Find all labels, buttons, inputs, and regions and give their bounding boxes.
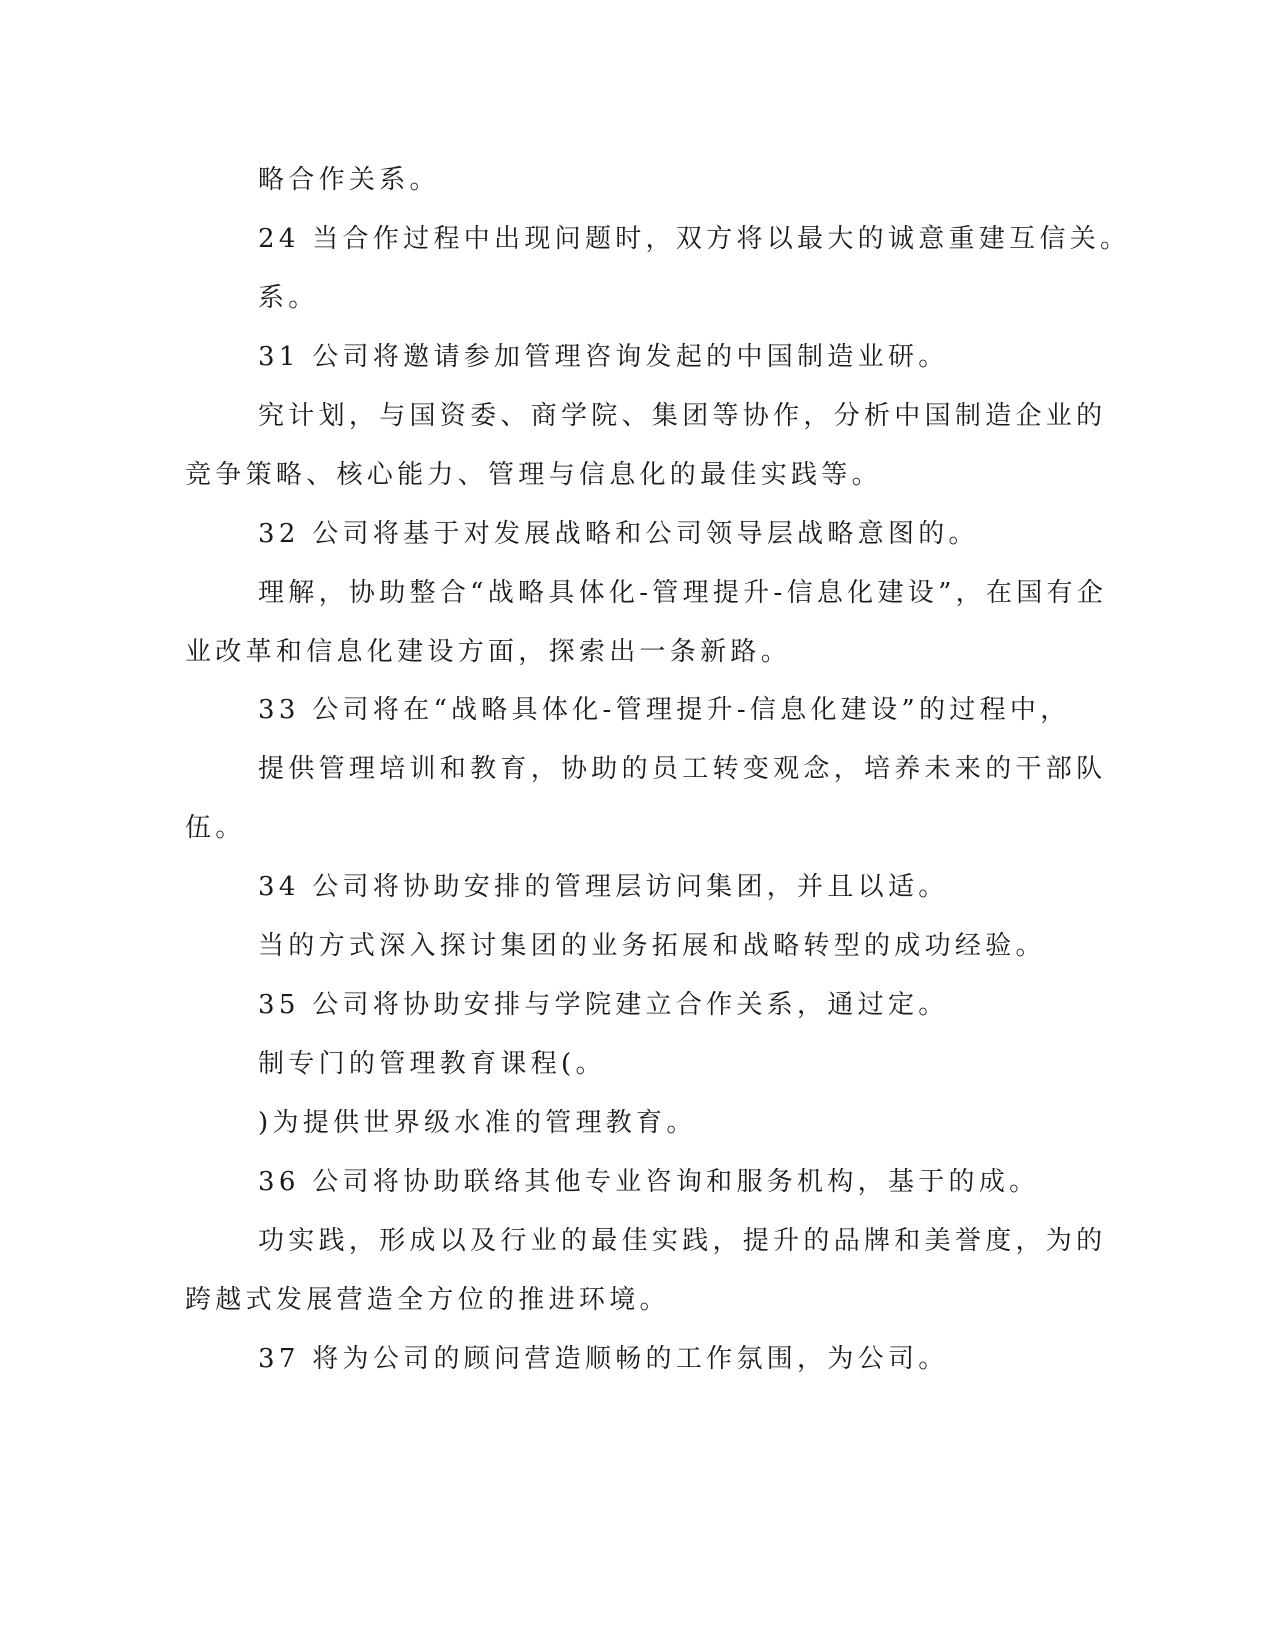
text-line: 跨越式发展营造全方位的推进环境。 — [185, 1285, 670, 1315]
text-line: )为提供世界级水准的管理教育。 — [258, 1108, 697, 1138]
text-line: 略合作关系。 — [258, 165, 440, 195]
text-line: 业改革和信息化建设方面，探索出一条新路。 — [185, 637, 792, 667]
text-line: 理解，协助整合“战略具体化-管理提升-信息化建设”，在国有企 — [258, 578, 1108, 608]
text-line: 系。 — [258, 283, 319, 313]
text-line: 31 公司将邀请参加管理咨询发起的中国制造业研。 — [258, 342, 949, 372]
text-line: 37 将为公司的顾问营造顺畅的工作氛围，为公司。 — [258, 1344, 949, 1374]
text-line: 32 公司将基于对发展战略和公司领导层战略意图的。 — [258, 519, 979, 549]
text-line: 究计划，与国资委、商学院、集团等协作，分析中国制造企业的 — [258, 401, 1107, 431]
text-line: 36 公司将协助联络其他专业咨询和服务机构，基于的成。 — [258, 1167, 1040, 1197]
text-line: 24 当合作过程中出现问题时，双方将以最大的诚意重建互信关。 — [258, 224, 1131, 254]
text-line: 提供管理培训和教育，协助的员工转变观念，培养未来的干部队 — [258, 754, 1107, 784]
text-line: 制专门的管理教育课程(。 — [258, 1049, 606, 1079]
text-line: 34 公司将协助安排的管理层访问集团，并且以适。 — [258, 872, 949, 902]
text-line: 竞争策略、核心能力、管理与信息化的最佳实践等。 — [185, 460, 882, 490]
text-line: 33 公司将在“战略具体化-管理提升-信息化建设”的过程中， — [258, 695, 1071, 725]
text-line: 功实践，形成以及行业的最佳实践，提升的品牌和美誉度，为的 — [258, 1226, 1107, 1256]
text-line: 伍。 — [185, 813, 246, 843]
text-line: 35 公司将协助安排与学院建立合作关系，通过定。 — [258, 990, 949, 1020]
text-line: 当的方式深入探讨集团的业务拓展和战略转型的成功经验。 — [258, 931, 1046, 961]
